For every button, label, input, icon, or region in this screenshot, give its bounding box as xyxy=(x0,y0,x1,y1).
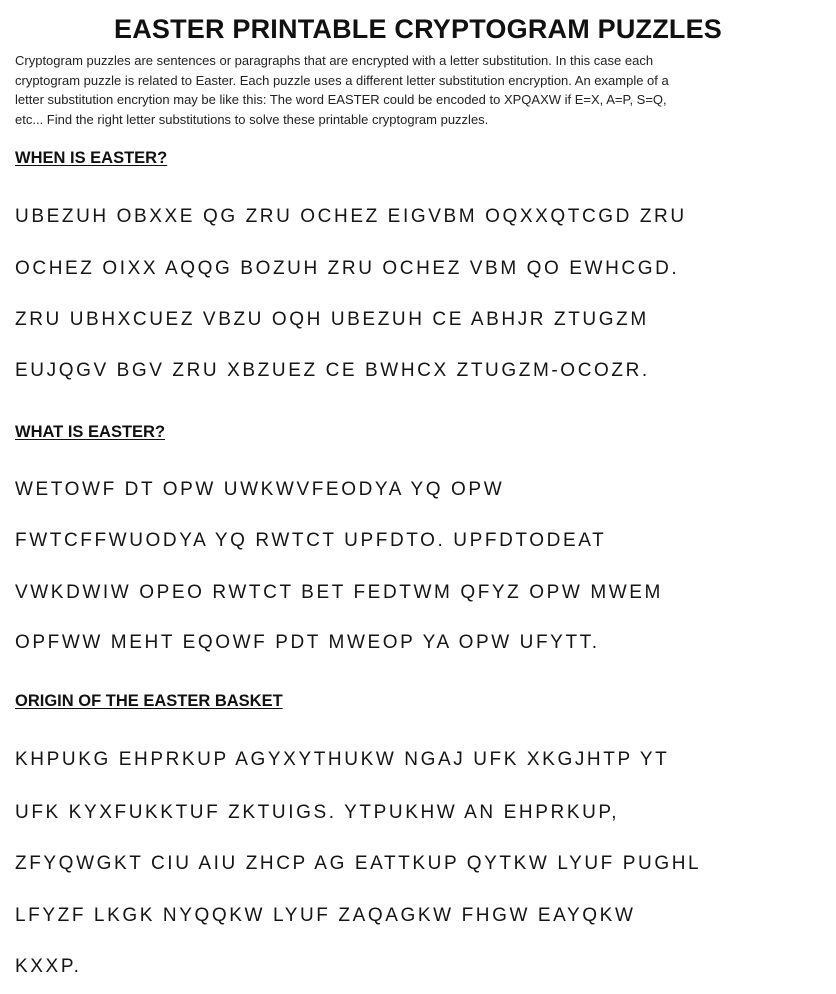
puzzle-1-line: OCHEZ OIXX AQQG BOZUH ZRU OCHEZ VBM QO EWHCGD. xyxy=(15,258,680,279)
page-title: EASTER PRINTABLE CRYPTOGRAM PUZZLES xyxy=(113,14,723,44)
intro-line: cryptogram puzzle is related to Easter. Each puzzle uses a different letter substitution encryption. An example of a xyxy=(15,72,669,88)
puzzle-3-line: LFYZF LKGK NYQQKW LYUF ZAQAGKW FHGW EAYQKW xyxy=(15,905,636,926)
intro-line: etc... Find the right letter substitutions to solve these printable cryptogram puzzles. xyxy=(15,111,489,127)
puzzle-2-line: FWTCFFWUODYA YQ RWTCT UPFDTO. UPFDTODEAT xyxy=(15,530,607,551)
puzzle-2-line: OPFWW MEHT EQOWF PDT MWEOP YA OPW UFYTT. xyxy=(15,632,600,653)
puzzle-3-line: UFK KYXFUKKTUF ZKTUIGS. YTPUKHW AN EHPRKUP, xyxy=(15,802,620,823)
intro-paragraph xyxy=(15,51,823,129)
puzzle-2-heading: WHAT IS EASTER? xyxy=(15,423,166,441)
puzzle-1-line: UBEZUH OBXXE QG ZRU OCHEZ EIGVBM OQXXQTCGD ZRU xyxy=(15,206,687,227)
puzzle-1-line: ZRU UBHXCUEZ VBZU OQH UBEZUH CE ABHJR ZTUGZM xyxy=(15,309,649,330)
puzzle-2-line: WETOWF DT OPW UWKWVFEODYA YQ OPW xyxy=(15,479,505,500)
intro-line: Cryptogram puzzles are sentences or paragraphs that are encrypted with a letter substitution. In this case each xyxy=(15,53,654,68)
puzzle-3-heading: ORIGIN OF THE EASTER BASKET xyxy=(15,692,283,710)
puzzle-2-line: VWKDWIW OPEO RWTCT BET FEDTWM QFYZ OPW MWEM xyxy=(15,582,663,603)
puzzle-3-line: KHPUKG EHPRKUP AGYXYTHUKW NGAJ UFK XKGJHTP YT xyxy=(15,749,670,770)
puzzle-3-line: ZFYQWGKT CIU AIU ZHCP AG EATTKUP QYTKW LYUF PUGHL xyxy=(15,853,702,874)
puzzle-1-heading: WHEN IS EASTER? xyxy=(15,149,168,167)
intro-line: letter substitution encrytion may be like this: The word EASTER could be encoded to XPQAXW if E=X, A=P, S=Q, xyxy=(15,92,667,107)
puzzle-3-line: KXXP. xyxy=(15,956,82,977)
puzzle-1-line: EUJQGV BGV ZRU XBZUEZ CE BWHCX ZTUGZM-OCOZR. xyxy=(15,360,650,381)
